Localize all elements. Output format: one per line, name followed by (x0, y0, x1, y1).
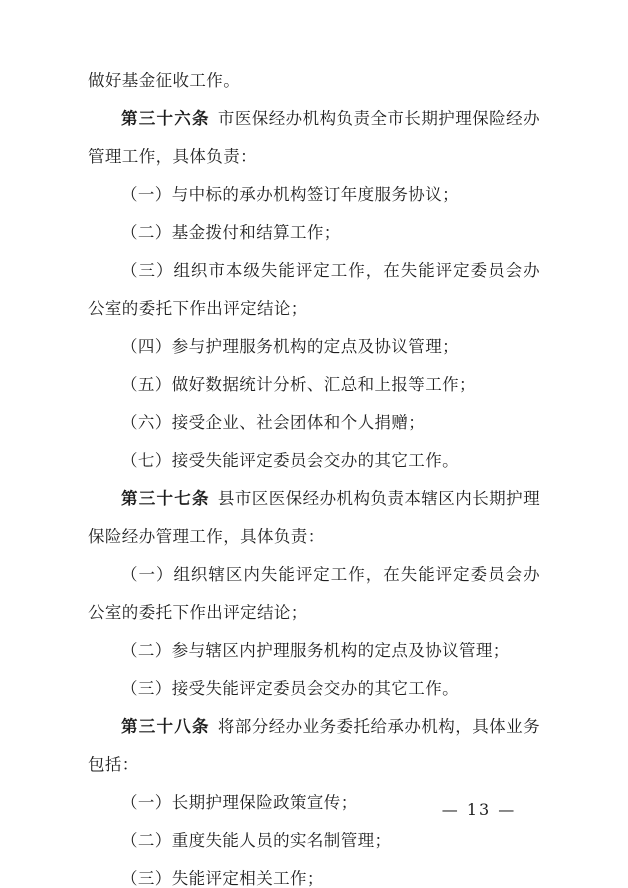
body-paragraph (88, 252, 540, 328)
paragraph-text: 做好基金征收工作。 (88, 71, 241, 90)
article-paragraph (88, 100, 540, 176)
paragraph-text: （四）参与护理服务机构的定点及协议管理； (121, 337, 459, 356)
body-paragraph (88, 556, 540, 632)
article-number: 第三十八条 (121, 717, 210, 736)
paragraph-text: 市医保经办机构负责全市长期护理保险经办管理工作，具体负责： (88, 109, 540, 166)
body-paragraph (88, 404, 540, 442)
document-body (88, 62, 540, 888)
paragraph-text: （三）接受失能评定委员会交办的其它工作。 (121, 679, 459, 698)
body-paragraph (88, 328, 540, 366)
article-number: 第三十七条 (121, 489, 210, 508)
article-paragraph (88, 480, 540, 556)
paragraph-text: （一）长期护理保险政策宣传； (121, 793, 358, 812)
body-paragraph (88, 62, 540, 100)
paragraph-text: （二）重度失能人员的实名制管理； (121, 831, 392, 850)
paragraph-text: （二）基金拨付和结算工作； (121, 223, 341, 242)
paragraph-text: （三）失能评定相关工作； (121, 869, 324, 888)
article-number: 第三十六条 (121, 109, 210, 128)
paragraph-text: 将部分经办业务委托给承办机构，具体业务包括： (88, 717, 540, 774)
page-footer (0, 800, 628, 819)
paragraph-text: （五）做好数据统计分析、汇总和上报等工作； (121, 375, 476, 394)
body-paragraph (88, 860, 540, 888)
paragraph-text: （一）组织辖区内失能评定工作，在失能评定委员会办公室的委托下作出评定结论； (88, 565, 540, 622)
page-number: — 13 — (441, 800, 517, 819)
paragraph-text: （六）接受企业、社会团体和个人捐赠； (121, 413, 426, 432)
body-paragraph (88, 632, 540, 670)
body-paragraph (88, 822, 540, 860)
body-paragraph (88, 214, 540, 252)
body-paragraph (88, 670, 540, 708)
body-paragraph (88, 176, 540, 214)
body-paragraph (88, 442, 540, 480)
paragraph-text: （三）组织市本级失能评定工作，在失能评定委员会办公室的委托下作出评定结论； (88, 261, 540, 318)
body-paragraph (88, 366, 540, 404)
article-paragraph (88, 708, 540, 784)
paragraph-text: （七）接受失能评定委员会交办的其它工作。 (121, 451, 459, 470)
paragraph-text: （一）与中标的承办机构签订年度服务协议； (121, 185, 459, 204)
paragraph-text: 县市区医保经办机构负责本辖区内长期护理保险经办管理工作，具体负责： (88, 489, 540, 546)
paragraph-text: （二）参与辖区内护理服务机构的定点及协议管理； (121, 641, 510, 660)
